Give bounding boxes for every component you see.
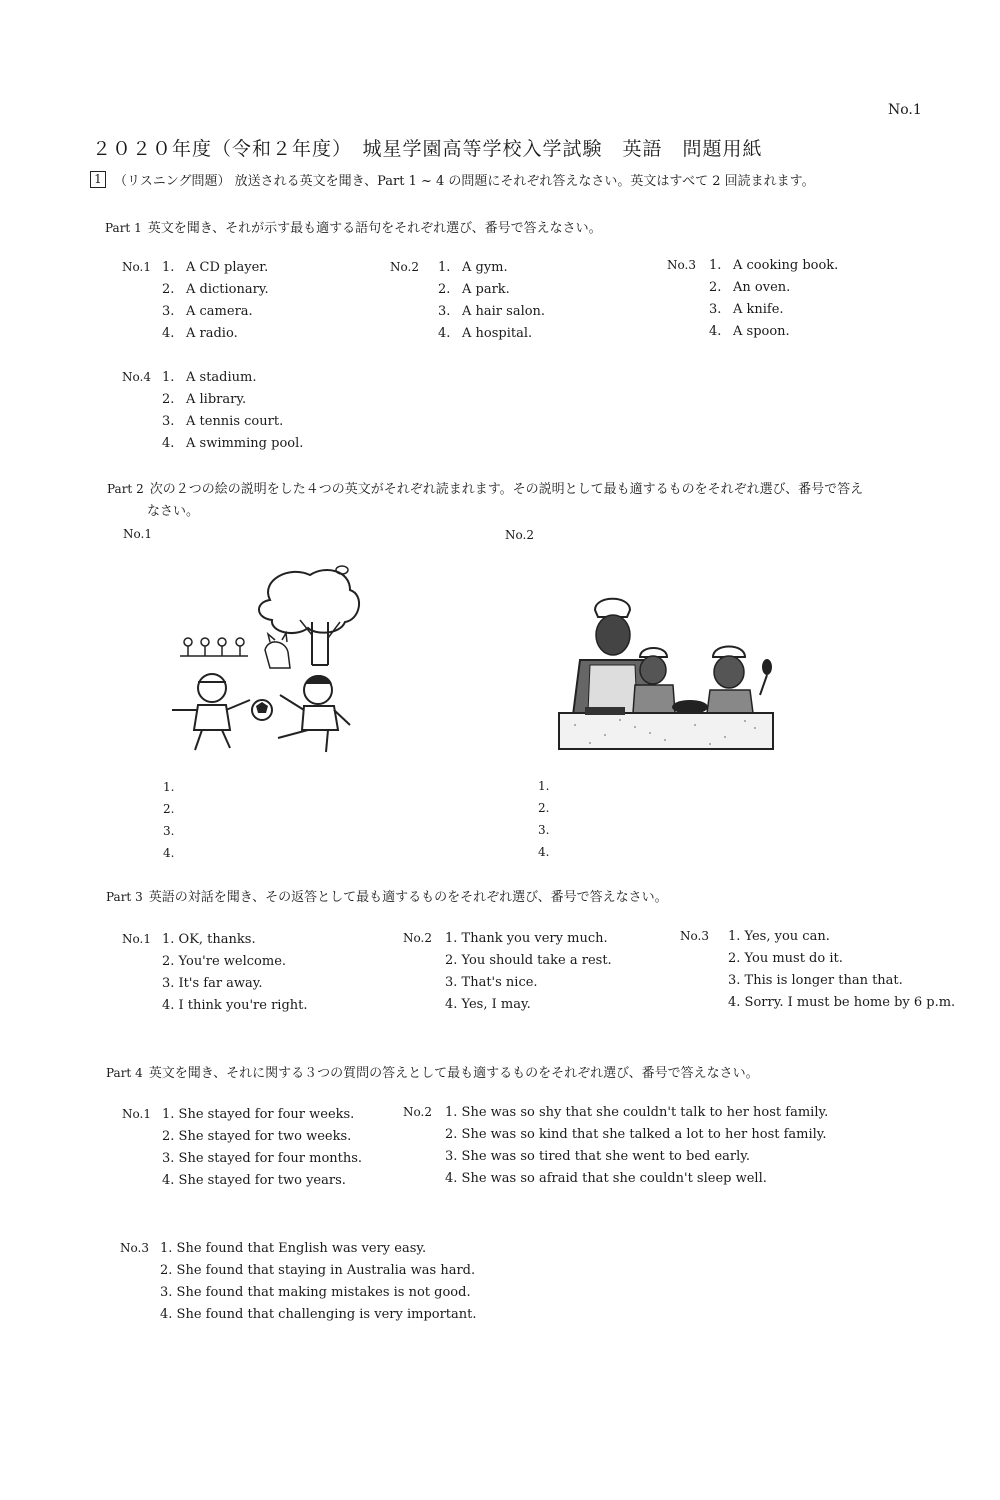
choice-number: 4. <box>538 845 550 859</box>
question-number-box: 1 <box>90 171 106 188</box>
picture-1-label: No.1 <box>123 527 152 541</box>
option-3: 3. She was so tired that she went to bed early. <box>445 1149 751 1164</box>
option-3: 3. She found that making mistakes is not good. <box>160 1285 471 1300</box>
option-3: 3. That's nice. <box>445 975 538 990</box>
choice-number: 4. <box>163 846 175 860</box>
part4-heading <box>106 1062 759 1081</box>
part4-label: Part 4 <box>106 1066 143 1080</box>
option-2: 2. You should take a rest. <box>445 953 612 968</box>
option-1: 1. A CD player. <box>162 260 269 275</box>
option-1: 1. A stadium. <box>162 370 257 385</box>
part1-label: Part 1 <box>105 221 142 235</box>
option-1: 1. Yes, you can. <box>728 929 830 944</box>
question-label: No.1 <box>122 1107 151 1121</box>
option-2: 2. A dictionary. <box>162 282 269 297</box>
option-4: 4. She found that challenging is very important. <box>160 1307 477 1322</box>
option-1: 1. She was so shy that she couldn't talk to her host family. <box>445 1105 829 1120</box>
option-1: 1. A cooking book. <box>709 258 839 273</box>
page-number: No.1 <box>888 102 922 118</box>
question-label: No.3 <box>680 929 709 943</box>
choice-number: 3. <box>163 824 175 838</box>
option-4: 4. She was so afraid that she couldn't sleep well. <box>445 1171 767 1186</box>
question-label: No.4 <box>122 370 151 384</box>
option-2: 2. An oven. <box>709 280 791 295</box>
question-label: No.2 <box>403 1105 432 1119</box>
option-3: 3. A camera. <box>162 304 253 319</box>
cooking-scene-illustration <box>555 595 785 755</box>
option-3: 3. It's far away. <box>162 976 263 991</box>
choice-number: 2. <box>538 801 550 815</box>
question-label: No.1 <box>122 932 151 946</box>
section-instruction <box>90 170 815 189</box>
part3-label: Part 3 <box>106 890 143 904</box>
option-4: 4. She stayed for two years. <box>162 1173 346 1188</box>
option-3: 3. A knife. <box>709 302 784 317</box>
option-4: 4. Yes, I may. <box>445 997 531 1012</box>
picture-2-label: No.2 <box>505 528 534 542</box>
option-2: 2. A park. <box>438 282 510 297</box>
option-1: 1. Thank you very much. <box>445 931 608 946</box>
part2-instruction: 次の２つの絵の説明をした４つの英文がそれぞれ読まれます。その説明として最も適するものをそれぞれ選び、番号で答え <box>149 482 864 497</box>
question-label: No.2 <box>390 260 419 274</box>
part3-heading <box>106 886 668 905</box>
section-instruction-text: （リスニング問題） 放送される英文を聞き、Part 1 ~ 4 の問題にそれぞれ答えなさい。英文はすべて 2 回読まれます。 <box>114 174 815 189</box>
option-4: 4. I think you're right. <box>162 998 308 1013</box>
part2-heading <box>107 478 947 523</box>
part1-instruction: 英文を聞き、それが示す最も適する語句をそれぞれ選び、番号で答えなさい。 <box>147 221 602 236</box>
option-2: 2. She was so kind that she talked a lot to her host family. <box>445 1127 827 1142</box>
part1-heading <box>105 217 602 236</box>
park-scene-illustration <box>150 560 380 760</box>
question-label: No.1 <box>122 260 151 274</box>
option-4: 4. A radio. <box>162 326 238 341</box>
option-4: 4. Sorry. I must be home by 6 p.m. <box>728 995 956 1010</box>
part2-instruction-cont: なさい。 <box>147 504 200 519</box>
option-1: 1. A gym. <box>438 260 508 275</box>
option-4: 4. A hospital. <box>438 326 533 341</box>
question-label: No.3 <box>120 1241 149 1255</box>
choice-number: 3. <box>538 823 550 837</box>
choice-number: 1. <box>538 779 550 793</box>
choice-number: 2. <box>163 802 175 816</box>
choice-number: 1. <box>163 780 175 794</box>
option-3: 3. A tennis court. <box>162 414 284 429</box>
option-1: 1. She stayed for four weeks. <box>162 1107 355 1122</box>
option-2: 2. You're welcome. <box>162 954 287 969</box>
option-1: 1. She found that English was very easy. <box>160 1241 427 1256</box>
option-1: 1. OK, thanks. <box>162 932 256 947</box>
question-label: No.2 <box>403 931 432 945</box>
option-4: 4. A spoon. <box>709 324 790 339</box>
option-3: 3. A hair salon. <box>438 304 546 319</box>
question-label: No.3 <box>667 258 696 272</box>
option-4: 4. A swimming pool. <box>162 436 304 451</box>
part3-instruction: 英語の対話を聞き、その返答として最も適するものをそれぞれ選び、番号で答えなさい。 <box>148 890 668 905</box>
option-3: 3. This is longer than that. <box>728 973 903 988</box>
picture-2-choices <box>538 775 549 863</box>
picture-1-choices <box>163 776 174 864</box>
option-2: 2. You must do it. <box>728 951 843 966</box>
option-2: 2. She found that staying in Australia was hard. <box>160 1263 476 1278</box>
part2-label: Part 2 <box>107 482 144 496</box>
part4-instruction: 英文を聞き、それに関する３つの質問の答えとして最も適するものをそれぞれ選び、番号で答えなさい。 <box>148 1066 759 1081</box>
option-2: 2. A library. <box>162 392 247 407</box>
option-2: 2. She stayed for two weeks. <box>162 1129 352 1144</box>
page-title: ２０２０年度（令和２年度） 城星学園高等学校入学試験 英語 問題用紙 <box>92 138 763 160</box>
option-3: 3. She stayed for four months. <box>162 1151 363 1166</box>
